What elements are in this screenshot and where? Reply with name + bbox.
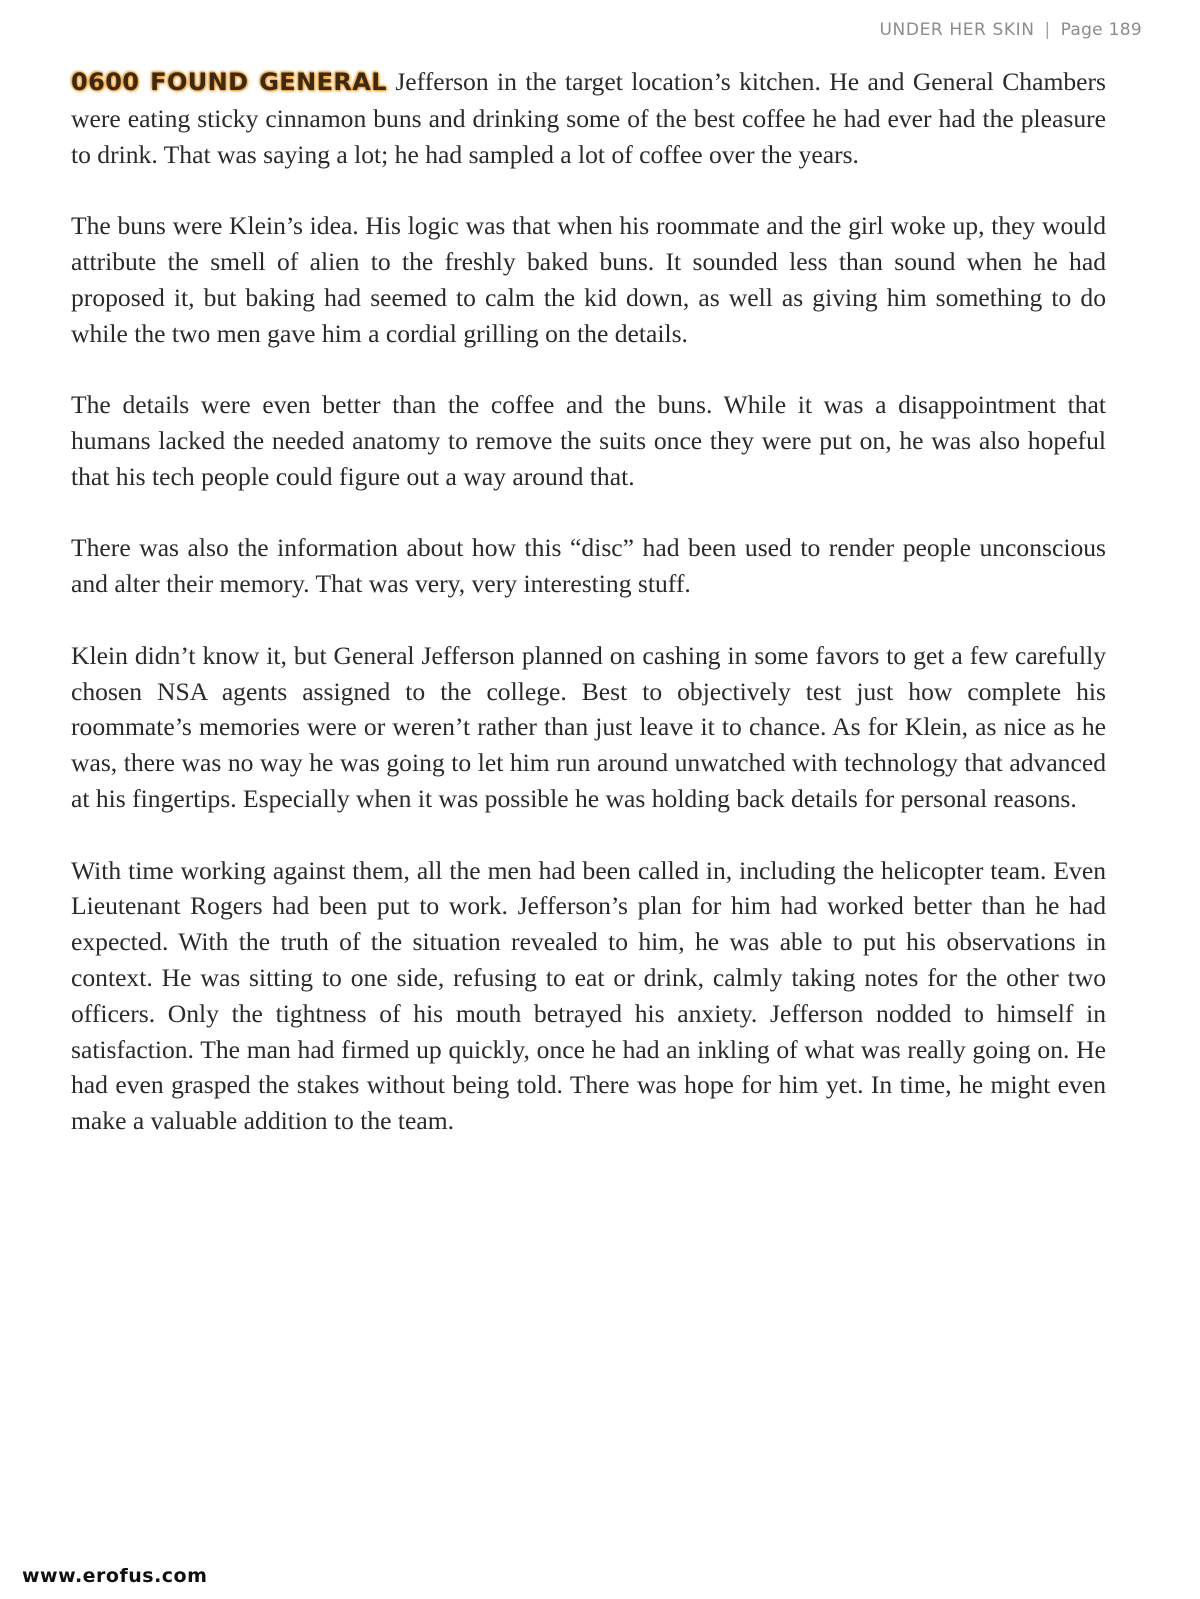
header-separator: |: [1044, 20, 1051, 40]
paragraph-4: There was also the information about how this “disc” had been used to render people unconscious and alter their memory. That was very, very interesting stuff.: [71, 533, 1106, 599]
paragraph-5: Klein didn’t know it, but General Jefferson planned on cashing in some favors to get a few carefully chosen NSA agents assigned to the college. Best to objectively test just how complete his roommate’s memories were or weren’t rather than just leave it to chance. As for Klein, as nice as he was, there was no way he was going to let him run around unwatched with technology that advanced at his fingertips. Especially when it was possible he was holding back details for personal reasons.: [71, 640, 1106, 813]
site-watermark: www.erofus.com: [22, 1565, 208, 1587]
running-header: [880, 20, 1142, 40]
paragraph-1-text: Jefferson in the target location’s kitchen. He and General Chambers were eating sticky cinnamon buns and drinking some of the best coffee he had ever had the pleasure to drink. That was saying a lot; he had sampled a lot of coffee over the years.: [71, 67, 1106, 169]
section-lead-in: 0600 FOUND GENERAL: [71, 68, 387, 96]
page-number: Page 189: [1060, 20, 1142, 40]
paragraph-2: The buns were Klein’s idea. His logic was that when his roommate and the girl woke up, they would attribute the smell of alien to the freshly baked buns. It sounded less than sound when he had proposed it, but baking had seemed to calm the kid down, as well as giving him something to do while the two men gave him a cordial grilling on the details.: [71, 211, 1106, 348]
paragraph-6: With time working against them, all the men had been called in, including the helicopter team. Even Lieutenant Rogers had been put to work. Jefferson’s plan for him had worked better than he had expected. With the truth of the situation revealed to him, he was able to put his observations in context. He was sitting to one side, refusing to eat or drink, calmly taking notes for the other two officers. Only the tightness of his mouth betrayed his anxiety. Jefferson nodded to himself in satisfaction. The man had firmed up quickly, once he had an inkling of what was really going on. He had even grasped the stakes without being told. There was hope for him yet. In time, he might even make a valuable addition to the team.: [71, 855, 1106, 1136]
paragraph-1: [71, 64, 1106, 172]
chapter-body: [71, 64, 1106, 1175]
paragraph-3: The details were even better than the coffee and the buns. While it was a disappointment that humans lacked the needed anatomy to remove the suits once they were put on, he was also hopeful that his tech people could figure out a way around that.: [71, 390, 1106, 491]
book-title: UNDER HER SKIN: [879, 20, 1035, 40]
